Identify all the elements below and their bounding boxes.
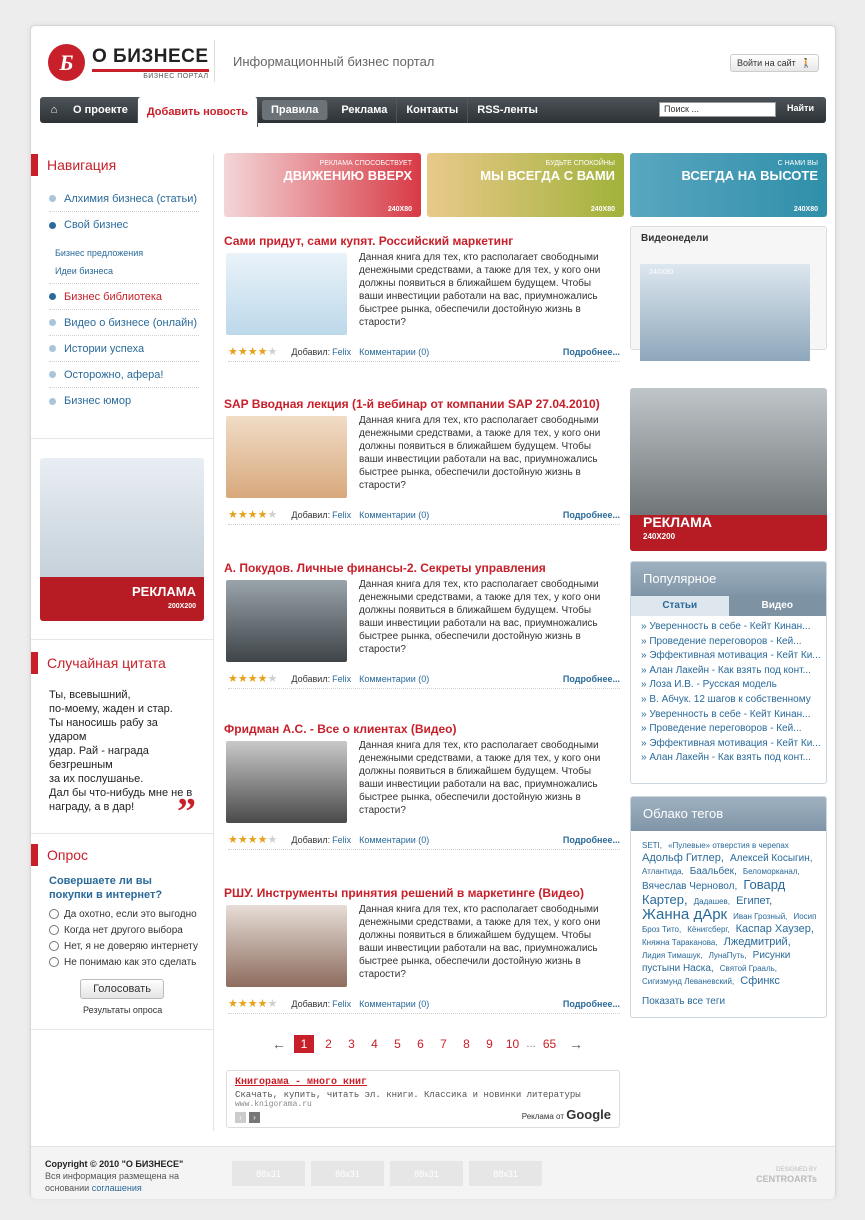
comments-link[interactable]: Комментарии (0) — [359, 673, 430, 684]
prev-page-arrow[interactable]: ← — [272, 1036, 286, 1052]
page-link[interactable]: 10 — [505, 1037, 520, 1051]
bullet-icon — [49, 398, 56, 405]
tag-link[interactable]: Дадашев, — [693, 897, 731, 906]
footer — [31, 1146, 835, 1199]
tab-video[interactable]: Видео — [729, 596, 827, 616]
rating-stars[interactable]: ★★★★★ — [228, 673, 278, 685]
read-more-link[interactable]: Подробнее... — [562, 998, 620, 1009]
top-banner-3[interactable]: С НАМИ ВЫ ВСЕГДА НА ВЫСОТЕ 240X80 — [630, 153, 827, 217]
ad-banner-200[interactable] — [40, 458, 204, 621]
popular-item[interactable]: » В. Абчук. 12 шагов к собственному — [641, 694, 826, 709]
tag-link[interactable]: Жанна дАрк — [642, 906, 728, 923]
author-link[interactable]: Felix — [332, 673, 352, 684]
popular-item[interactable]: » Проведение переговоров - Кей... — [641, 723, 826, 738]
nav-link-own-business[interactable]: Свой бизнес — [49, 212, 199, 238]
nav-link-library[interactable]: Бизнес библиотека — [49, 284, 199, 310]
radio-icon — [49, 941, 59, 951]
read-more-link[interactable]: Подробнее... — [562, 509, 620, 520]
header-divider — [214, 40, 215, 82]
ad-nav — [235, 1112, 260, 1123]
poll-option[interactable]: Не понимаю как это сделать — [49, 954, 213, 970]
popular-item[interactable]: » Уверенность в себе - Кейт Кинан... — [641, 621, 826, 636]
article-excerpt: Данная книга для тех, кто располагает свободными денежными средствами, а также для тех, у кого они должны появиться в ближайшем будущем. Чтобы ваши инвестиции работали на вас, приумножались быстрее рынка, обеспечили достойную жизнь в старости? — [359, 252, 601, 328]
popular-item[interactable]: » Алан Лакейн - Как взять под конт... — [641, 752, 826, 767]
popular-item[interactable]: » Алан Лакейн - Как взять под конт... — [641, 665, 826, 680]
search-input[interactable]: Поиск ... — [659, 102, 776, 117]
article-title[interactable]: SAP Вводная лекция (1-й вебинар от компании SAP 27.04.2010) — [224, 397, 600, 411]
tag-link[interactable]: Вячеслав Черновол, — [642, 881, 738, 892]
article-title[interactable]: Сами придут, сами купят. Российский маркетинг — [224, 234, 514, 248]
page-link[interactable]: 5 — [394, 1037, 401, 1051]
article-list — [224, 234, 620, 1026]
poll-question: Совершаете ли вы покупки в интернет? — [49, 875, 163, 901]
ad-label: РЕКЛАМА — [131, 584, 196, 599]
tag-link[interactable]: Адольф Гитлер, — [642, 852, 724, 864]
poll-option[interactable]: Да охотно, если это выгодно — [49, 906, 213, 922]
tag-link[interactable]: Баальбек, — [689, 866, 737, 877]
video-thumbnail[interactable] — [640, 264, 810, 361]
vote-button[interactable]: Голосовать — [80, 979, 164, 999]
radio-icon — [49, 925, 59, 935]
page-link-last[interactable]: 65 — [542, 1037, 557, 1051]
nav-item-contacts[interactable]: Контакты — [397, 97, 468, 123]
footer-banner[interactable]: 88x31 — [469, 1161, 542, 1186]
nav-link-success[interactable]: Истории успеха — [49, 336, 199, 362]
tag-link[interactable]: SETI, — [642, 841, 663, 850]
poll-options — [31, 902, 213, 970]
tag-link[interactable]: Алексей Косыгин, — [729, 853, 813, 864]
quote-block — [31, 652, 213, 833]
page-container — [30, 25, 836, 1198]
article-card — [224, 722, 620, 886]
author-link[interactable]: Felix — [332, 834, 352, 845]
popular-item[interactable]: » Эффективная мотивация - Кейт Ки... — [641, 738, 826, 753]
article-image[interactable] — [226, 741, 347, 823]
tag-link[interactable]: Египет, — [736, 895, 773, 907]
rating-stars[interactable]: ★★★★★ — [228, 834, 278, 846]
page-link[interactable]: 8 — [463, 1037, 470, 1051]
tag-link[interactable]: Святой Грааль, — [719, 964, 778, 973]
tag-link[interactable]: Сфинкс — [740, 975, 780, 987]
main-nav — [40, 97, 826, 123]
bullet-icon — [49, 319, 56, 326]
poll-results-link[interactable]: Результаты опроса — [83, 1005, 163, 1015]
tag-link[interactable]: Рисунки пустыни Наска, — [642, 950, 791, 974]
nav-item-ads[interactable]: Реклама — [332, 97, 397, 123]
poll-option[interactable]: Когда нет другого выбора — [49, 922, 213, 938]
popular-item[interactable]: » Уверенность в себе - Кейт Кинан... — [641, 709, 826, 724]
article-card — [224, 886, 620, 1026]
left-divider — [31, 639, 213, 640]
login-label: Войти на сайт — [736, 58, 796, 68]
rating-stars[interactable]: ★★★★★ — [228, 346, 278, 358]
footer-banner[interactable]: 88x31 — [232, 1161, 305, 1186]
tag-link[interactable]: Сигизмунд Леваневский, — [642, 977, 735, 986]
author-link[interactable]: Felix — [332, 998, 352, 1009]
chevron-right-icon[interactable]: › — [249, 1112, 260, 1123]
popular-item[interactable]: » Проведение переговоров - Кей... — [641, 636, 826, 651]
show-all-tags-link[interactable]: Показать все теги — [642, 996, 726, 1007]
popular-list — [631, 616, 826, 767]
tag-cloud — [631, 831, 826, 988]
article-meta: ★★★★★ Добавил: Felix Комментарии (0) Подробнее... — [228, 673, 620, 689]
article-image[interactable] — [226, 416, 347, 498]
copyright: Copyright © 2010 "О БИЗНЕСЕ" Вся информация размещена на основании соглашения — [45, 1159, 184, 1193]
nav-sublink-offers[interactable]: Бизнес предложения — [55, 248, 144, 258]
article-meta: ★★★★★ Добавил: Felix Комментарии (0) Подробнее... — [228, 998, 620, 1014]
tag-cloud-title: Облако тегов — [631, 797, 826, 831]
comments-link[interactable]: Комментарии (0) — [359, 346, 430, 357]
author-link[interactable]: Felix — [332, 509, 352, 520]
nav-link-fraud[interactable]: Осторожно, афера! — [49, 362, 199, 388]
text-ad-title[interactable]: Книгорама - много книг — [235, 1077, 368, 1088]
ads-by-google[interactable]: Реклама от Google — [521, 1107, 611, 1122]
article-excerpt: Данная книга для тех, кто располагает свободными денежными средствами, а также для тех, у кого они должны появиться в ближайшем будущем. Чтобы ваши инвестиции работали на вас, приумножались быстрее рынка, обеспечили достойную жизнь в старости? — [359, 579, 601, 655]
top-banner-2[interactable]: БУДЬТЕ СПОКОЙНЫ МЫ ВСЕГДА С ВАМИ 240X80 — [427, 153, 624, 217]
popular-title: Популярное — [631, 562, 826, 596]
text-ad — [226, 1070, 620, 1128]
page-link[interactable]: 4 — [371, 1037, 378, 1051]
poll-option[interactable]: Нет, я не доверяю интернету — [49, 938, 213, 954]
nav-sublink-ideas[interactable]: Идеи бизнеса — [49, 262, 199, 284]
popular-tabs — [631, 596, 826, 616]
rating-stars[interactable]: ★★★★★ — [228, 509, 278, 521]
radio-icon — [49, 957, 59, 967]
article-excerpt: Данная книга для тех, кто располагает свободными денежными средствами, а также для тех, у кого они должны появиться в ближайшем будущем. Чтобы ваши инвестиции работали на вас, приумножались быстрее рынка, обеспечили достойную жизнь в старости? — [359, 415, 601, 491]
bullet-icon — [49, 195, 56, 202]
walking-man-icon: 🚶 — [800, 57, 812, 68]
search-button[interactable]: Найти — [787, 103, 814, 113]
top-banner-1[interactable]: РЕКЛАМА СПОСОБСТВУЕТ ДВИЖЕНИЮ ВВЕРХ 240X80 — [224, 153, 421, 217]
nav-item-about[interactable]: О проекте — [64, 97, 138, 123]
popular-item[interactable]: » Лоза И.В. - Русская модель — [641, 679, 826, 694]
popular-item[interactable]: » Эффективная мотивация - Кейт Ки... — [641, 650, 826, 665]
left-divider — [31, 1029, 213, 1030]
login-button[interactable] — [730, 54, 819, 72]
article-image[interactable] — [226, 253, 347, 335]
video-week-block — [630, 226, 827, 350]
radio-icon — [49, 909, 59, 919]
tag-link[interactable]: Лжедмитрий, — [723, 936, 791, 948]
left-divider — [31, 438, 213, 439]
article-title[interactable]: А. Покудов. Личные финансы-2. Секреты управления — [224, 561, 546, 575]
next-page-arrow[interactable]: → — [569, 1036, 583, 1052]
ad-size: 240X200 — [643, 532, 676, 541]
article-image[interactable] — [226, 905, 347, 987]
read-more-link[interactable]: Подробнее... — [562, 673, 620, 684]
article-excerpt: Данная книга для тех, кто располагает свободными денежными средствами, а также для тех, у кого они должны появиться в ближайшем будущем. Чтобы ваши инвестиции работали на вас, приумножались быстрее рынка, обеспечили достойную жизнь в старости? — [359, 740, 601, 816]
article-image[interactable] — [226, 580, 347, 662]
agreement-link[interactable]: соглашения — [91, 1183, 142, 1193]
comments-link[interactable]: Комментарии (0) — [359, 834, 430, 845]
comments-link[interactable]: Комментарии (0) — [359, 998, 430, 1009]
tag-link[interactable]: Иван Грозный, — [733, 912, 788, 921]
tag-cloud-block — [630, 796, 827, 1018]
ad-size: 200X200 — [167, 603, 196, 610]
author-link[interactable]: Felix — [332, 346, 352, 357]
tag-link[interactable]: Лидия Тимашук, — [642, 951, 703, 960]
nav-item-rss[interactable]: RSS-ленты — [477, 104, 538, 116]
plus-icon — [49, 293, 56, 300]
page-link[interactable]: 7 — [440, 1037, 447, 1051]
tag-link[interactable]: Беломорканал, — [742, 867, 800, 876]
nav-link-video[interactable]: Видео о бизнесе (онлайн) — [49, 310, 199, 336]
tag-link[interactable]: «Пулевые» отверстия в черепах — [668, 841, 789, 850]
rating-stars[interactable]: ★★★★★ — [228, 998, 278, 1010]
article-meta: ★★★★★ Добавил: Felix Комментарии (0) Подробнее... — [228, 834, 620, 850]
chevron-left-icon[interactable]: ‹ — [235, 1112, 246, 1123]
video-week-tab[interactable]: Видеонедели — [641, 233, 709, 244]
pager-ellipsis: ... — [526, 1038, 536, 1050]
article-meta: ★★★★★ Добавил: Felix Комментарии (0) Подробнее... — [228, 509, 620, 525]
tag-link[interactable]: Говард Картер, — [642, 877, 786, 907]
tag-link[interactable]: Атлантида, — [642, 867, 684, 876]
pagination — [264, 1035, 624, 1053]
logo-mark: Б — [48, 44, 85, 81]
left-divider — [31, 833, 213, 834]
article-card — [224, 397, 620, 561]
page-link[interactable]: 3 — [348, 1037, 355, 1051]
logo-title: О БИЗНЕСЕ — [92, 45, 209, 67]
comments-link[interactable]: Комментарии (0) — [359, 509, 430, 520]
bullet-icon — [49, 345, 56, 352]
footer-banner[interactable]: 88x31 — [311, 1161, 384, 1186]
tag-link[interactable]: ЛунаПуть, — [708, 951, 747, 960]
footer-banners — [232, 1161, 542, 1186]
quote-mark-icon: ” — [177, 791, 196, 833]
article-excerpt: Данная книга для тех, кто располагает свободными денежными средствами, а также для тех, у кого они должны появиться в ближайшем будущем. Чтобы ваши инвестиции работали на вас, приумножались быстрее рынка, обеспечили достойную жизнь в старости? — [359, 904, 601, 980]
designer-logo[interactable]: DESIGNED BY CENTROARTs — [756, 1167, 817, 1184]
nav-link-humor[interactable]: Бизнес юмор — [49, 388, 199, 414]
nav-link-alchemy[interactable]: Алхимия бизнеса (статьи) — [49, 186, 199, 212]
site-logo[interactable] — [48, 44, 209, 81]
left-sidebar — [31, 154, 213, 414]
footer-banner[interactable]: 88x31 — [390, 1161, 463, 1186]
popular-block — [630, 561, 827, 784]
nav-item-add-news[interactable]: Добавить новость — [138, 97, 258, 127]
video-size: 240X80 — [649, 269, 674, 276]
read-more-link[interactable]: Подробнее... — [562, 346, 620, 357]
tag-link[interactable]: Кёнигсберг, — [687, 925, 730, 934]
article-card — [224, 234, 620, 397]
page-link-current[interactable]: 1 — [294, 1035, 314, 1053]
poll-title: Опрос — [31, 844, 213, 866]
bullet-icon — [49, 371, 56, 378]
tag-link[interactable]: Княжна Тараканова, — [642, 938, 718, 947]
header — [31, 26, 835, 96]
nav-item-rules[interactable]: Правила — [262, 100, 328, 120]
article-title[interactable]: РШУ. Инструменты принятия решений в маркетинге (Видео) — [224, 886, 584, 900]
poll-block — [31, 844, 213, 1015]
quote-text: Ты, всевышний, по-моему, жаден и стар. Ты наносишь рабу за ударом удар. Рай - награда безгрешным за их послушанье. Дал бы что-нибудь мне не в награду, а в дар! — [49, 689, 193, 813]
home-icon[interactable]: ⌂ — [50, 104, 58, 116]
tag-link[interactable]: Иосип Броз Тито, — [642, 912, 817, 934]
page-link[interactable]: 2 — [325, 1037, 332, 1051]
text-ad-description: Скачать, купить, читать эл. книги. Классика и новинки литературы — [235, 1090, 581, 1100]
ad-label: РЕКЛАМА — [643, 514, 712, 530]
nav-block-title: Навигация — [31, 154, 213, 176]
page-link[interactable]: 9 — [486, 1037, 493, 1051]
tag-link[interactable]: Каспар Хаузер, — [735, 923, 814, 935]
read-more-link[interactable]: Подробнее... — [562, 834, 620, 845]
logo-subtitle: БИЗНЕС ПОРТАЛ — [92, 69, 209, 80]
article-card — [224, 561, 620, 722]
site-tagline: Информационный бизнес портал — [233, 54, 435, 69]
tab-articles[interactable]: Статьи — [631, 596, 729, 616]
ad-banner-240[interactable] — [630, 388, 827, 551]
page-link[interactable]: 6 — [417, 1037, 424, 1051]
quote-title: Случайная цитата — [31, 652, 213, 674]
column-divider — [213, 154, 214, 1131]
article-meta: ★★★★★ Добавил: Felix Комментарии (0) Подробнее... — [228, 346, 620, 362]
minus-icon — [49, 222, 56, 229]
category-nav — [49, 186, 199, 414]
text-ad-url[interactable]: www.knigorama.ru — [235, 1100, 312, 1109]
article-title[interactable]: Фридман А.С. - Все о клиентах (Видео) — [224, 722, 457, 736]
